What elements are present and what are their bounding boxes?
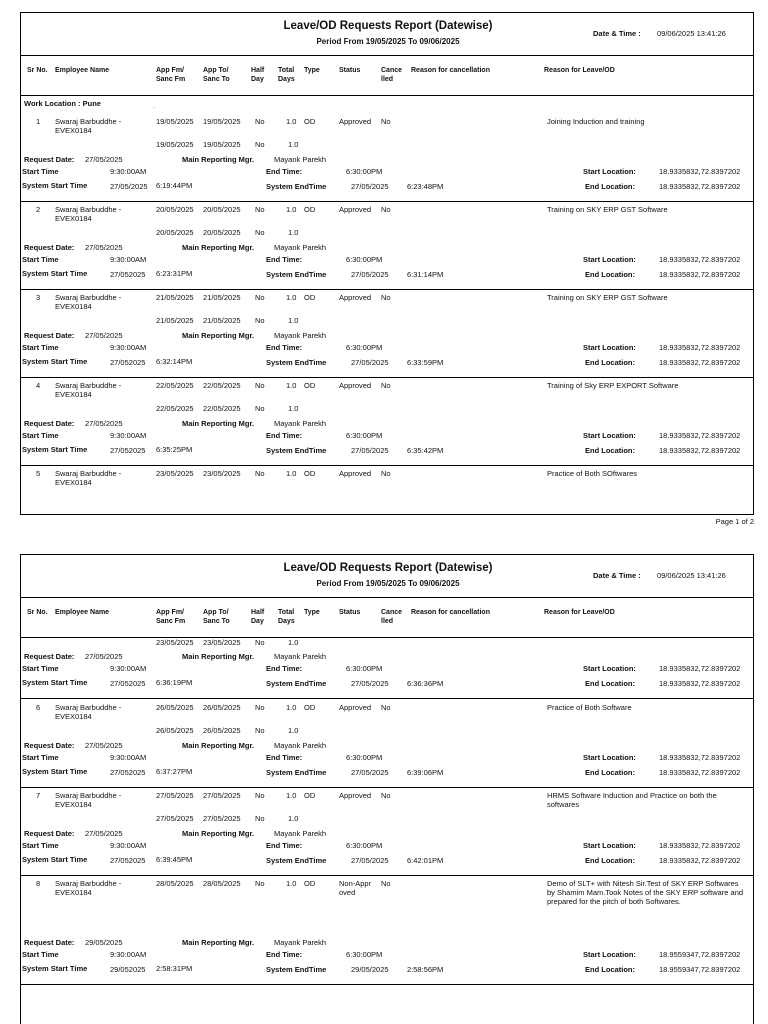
col-sr-no: Sr No. (27, 609, 48, 616)
start-time: 9:30:00AM (110, 950, 147, 959)
employee-name: Swaraj Barbuddhe - EVEX0184 (55, 293, 122, 311)
request-status: Approved (339, 703, 372, 712)
record-sr-no: 5 (36, 469, 41, 478)
col-total-days: Total Days (278, 609, 295, 625)
record-separator (21, 465, 753, 466)
sanc-to-date: 27/05/2025 (203, 814, 241, 823)
record-separator (21, 787, 753, 788)
end-location-label: End Location: (585, 182, 635, 191)
page-number: Page 1 of 2 (715, 517, 754, 526)
col-app-fm: App Fm/ Sanc Fm (156, 67, 186, 83)
system-start-label: System Start Time (22, 445, 88, 454)
record-separator (21, 984, 753, 985)
app-from-date: 22/05/2025 (156, 381, 194, 390)
system-start-label: System Start Time (22, 855, 88, 864)
employee-name: Swaraj Barbuddhe - EVEX0184 (55, 703, 122, 721)
request-status: Approved (339, 293, 372, 302)
request-date: 29/05/2025 (85, 938, 123, 947)
system-start-time: 6:19:44PM (156, 181, 193, 190)
col-total-days: Total Days (278, 67, 295, 83)
system-end-time: 6:33:59PM (407, 358, 444, 367)
request-date-label: Request Date: (24, 155, 75, 164)
total-days: 1.0 (286, 117, 297, 126)
sanc-total-days: 1.0 (288, 228, 299, 237)
start-location: 18.9335832,72.8397202 (659, 255, 741, 264)
system-end-time: 6:23:48PM (407, 182, 444, 191)
employee-name: Swaraj Barbuddhe - EVEX0184 (55, 205, 122, 223)
cancelled-flag: No (381, 703, 391, 712)
sanc-from-date: 19/05/2025 (156, 140, 194, 149)
sanc-to-date: 21/05/2025 (203, 316, 241, 325)
sanc-half-day: No (255, 404, 265, 413)
system-start-time: 6:23:31PM (156, 269, 193, 278)
request-date-label: Request Date: (24, 419, 75, 428)
request-date-label: Request Date: (24, 243, 75, 252)
start-location: 18.9335832,72.8397202 (659, 841, 741, 850)
end-time-label: End Time: (266, 753, 303, 762)
sanc-to-date: 19/05/2025 (203, 140, 241, 149)
datetime-value: 09/06/2025 13:41:26 (657, 29, 726, 38)
half-day: No (255, 205, 265, 214)
start-location: 18.9335832,72.8397202 (659, 167, 741, 176)
end-time-label: End Time: (266, 255, 303, 264)
main-mgr-label: Main Reporting Mgr. (182, 741, 255, 750)
main-mgr: Mayank Parekh (274, 938, 327, 947)
sanc-total-days: 1.0 (288, 814, 299, 823)
leave-type: OD (304, 205, 316, 214)
stray-dot: · (153, 105, 155, 111)
system-start-label: System Start Time (22, 269, 88, 278)
sanc-half-day: No (255, 814, 265, 823)
request-date-label: Request Date: (24, 741, 75, 750)
record-sr-no: 8 (36, 879, 41, 888)
main-mgr-label: Main Reporting Mgr. (182, 155, 255, 164)
end-location-label: End Location: (585, 856, 635, 865)
employee-name: Swaraj Barbuddhe - EVEX0184 (55, 469, 122, 487)
system-end-date: 27/05/2025 (351, 679, 389, 688)
datetime-label: Date & Time : (593, 29, 641, 38)
system-end-date: 27/05/2025 (351, 270, 389, 279)
request-date: 27/05/2025 (85, 741, 123, 750)
cancelled-flag: No (381, 205, 391, 214)
leave-type: OD (304, 703, 316, 712)
system-end-time: 2:58:56PM (407, 965, 444, 974)
request-date-label: Request Date: (24, 652, 75, 661)
cancelled-flag: No (381, 117, 391, 126)
end-location: 18.9335832,72.8397202 (659, 446, 741, 455)
system-end-label: System EndTime (266, 856, 327, 865)
request-date: 27/05/2025 (85, 243, 123, 252)
system-end-label: System EndTime (266, 768, 327, 777)
system-end-date: 27/05/2025 (351, 856, 389, 865)
report-page-2 (20, 554, 754, 1024)
sanc-to-date: 26/05/2025 (203, 726, 241, 735)
main-mgr: Mayank Parekh (274, 243, 327, 252)
start-time: 9:30:00AM (110, 255, 147, 264)
start-location: 18.9335832,72.8397202 (659, 431, 741, 440)
work-location: Work Location : Pune (24, 99, 101, 108)
request-date: 27/05/2025 (85, 419, 123, 428)
main-mgr: Mayank Parekh (274, 652, 327, 661)
system-start-time: 6:37:27PM (156, 767, 193, 776)
sanc-half-day: No (255, 228, 265, 237)
sanc-half-day: No (255, 316, 265, 325)
column-header-row (21, 56, 753, 96)
start-time: 9:30:00AM (110, 753, 147, 762)
end-time: 6:30:00PM (346, 255, 383, 264)
record-sr-no: 1 (36, 117, 41, 126)
end-location-label: End Location: (585, 270, 635, 279)
system-end-label: System EndTime (266, 270, 327, 279)
start-location-label: Start Location: (583, 167, 636, 176)
start-location-label: Start Location: (583, 431, 636, 440)
end-time: 6:30:00PM (346, 950, 383, 959)
start-time: 9:30:00AM (110, 431, 147, 440)
app-to-date: 28/05/2025 (203, 879, 241, 888)
start-location-label: Start Location: (583, 664, 636, 673)
system-end-label: System EndTime (266, 679, 327, 688)
system-end-time: 6:39:06PM (407, 768, 444, 777)
start-location: 18.9559347,72.8397202 (659, 950, 741, 959)
reason-for-leave: Practice of Both SOftwares (547, 469, 638, 478)
col-employee-name: Employee Name (55, 67, 110, 74)
start-location-label: Start Location: (583, 841, 636, 850)
app-from-date: 20/05/2025 (156, 205, 194, 214)
half-day: No (255, 117, 265, 126)
record-separator (21, 698, 753, 699)
col-cancelled: Cance lled (381, 67, 403, 83)
col-status: Status (339, 67, 361, 74)
request-status: Approved (339, 381, 372, 390)
system-start-time: 6:36:19PM (156, 678, 193, 687)
app-to-date: 19/05/2025 (203, 117, 241, 126)
request-date: 27/05/2025 (85, 829, 123, 838)
system-start-date: 27/052025 (110, 270, 146, 279)
start-location: 18.9335832,72.8397202 (659, 753, 741, 762)
half-day: No (255, 879, 265, 888)
start-time-label: Start Time (22, 343, 59, 352)
leave-type: OD (304, 381, 316, 390)
cancelled-flag: No (381, 293, 391, 302)
end-time-label: End Time: (266, 664, 303, 673)
app-to-date: 26/05/2025 (203, 703, 241, 712)
leave-type: OD (304, 879, 316, 888)
request-status: Non-Appr oved (339, 879, 372, 897)
end-time: 6:30:00PM (346, 431, 383, 440)
start-time: 9:30:00AM (110, 167, 147, 176)
request-date-label: Request Date: (24, 331, 75, 340)
system-end-time: 6:35:42PM (407, 446, 444, 455)
start-location: 18.9335832,72.8397202 (659, 343, 741, 352)
total-days: 1.0 (286, 469, 297, 478)
system-start-date: 27/052025 (110, 358, 146, 367)
half-day: No (255, 469, 265, 478)
col-half-day: Half Day (251, 67, 265, 83)
system-start-label: System Start Time (22, 357, 88, 366)
col-status: Status (339, 609, 361, 616)
end-location-label: End Location: (585, 768, 635, 777)
system-start-date: 27/052025 (110, 446, 146, 455)
record-sr-no: 4 (36, 381, 41, 390)
request-date: 27/05/2025 (85, 331, 123, 340)
system-start-date: 27/052025 (110, 856, 146, 865)
sanc-from-date: 20/05/2025 (156, 228, 194, 237)
start-time-label: Start Time (22, 950, 59, 959)
sanc-total-days: 1.0 (288, 404, 299, 413)
end-time-label: End Time: (266, 950, 303, 959)
system-start-label: System Start Time (22, 767, 88, 776)
record-separator (21, 875, 753, 876)
system-start-date: 27/052025 (110, 679, 146, 688)
end-location: 18.9335832,72.8397202 (659, 768, 741, 777)
main-mgr: Mayank Parekh (274, 741, 327, 750)
end-time: 6:30:00PM (346, 664, 383, 673)
cancelled-flag: No (381, 469, 391, 478)
system-start-label: System Start Time (22, 678, 88, 687)
record-separator (21, 377, 753, 378)
end-location: 18.9335832,72.8397202 (659, 182, 741, 191)
main-mgr-label: Main Reporting Mgr. (182, 652, 255, 661)
leave-type: OD (304, 469, 316, 478)
start-location: 18.9335832,72.8397202 (659, 664, 741, 673)
total-days: 1.0 (286, 381, 297, 390)
report-header (21, 13, 753, 56)
start-time: 9:30:00AM (110, 343, 147, 352)
half-day: No (255, 293, 265, 302)
system-end-date: 27/05/2025 (351, 768, 389, 777)
sanc-half-day: No (255, 726, 265, 735)
reason-for-leave: Practice of Both Software (547, 703, 632, 712)
sanc-total-days: 1.0 (288, 140, 299, 149)
half-day: No (255, 381, 265, 390)
col-cancelled: Cance lled (381, 609, 403, 625)
start-time-label: Start Time (22, 841, 59, 850)
reason-for-leave: Training on SKY ERP GST Software (547, 205, 668, 214)
app-from-date: 28/05/2025 (156, 879, 194, 888)
system-start-time: 6:32:14PM (156, 357, 193, 366)
record-sr-no: 3 (36, 293, 41, 302)
report-page-1 (20, 12, 754, 515)
cancelled-flag: No (381, 381, 391, 390)
sanc-from-date: 22/05/2025 (156, 404, 194, 413)
app-to-date: 27/05/2025 (203, 791, 241, 800)
sanc-total-days: 1.0 (288, 638, 299, 647)
record-separator (21, 289, 753, 290)
app-from-date: 19/05/2025 (156, 117, 194, 126)
sanc-to-date: 22/05/2025 (203, 404, 241, 413)
employee-name: Swaraj Barbuddhe - EVEX0184 (55, 879, 122, 897)
request-date-label: Request Date: (24, 829, 75, 838)
main-mgr-label: Main Reporting Mgr. (182, 331, 255, 340)
col-reason-cancellation: Reason for cancellation (411, 609, 490, 616)
request-date: 27/05/2025 (85, 652, 123, 661)
main-mgr: Mayank Parekh (274, 331, 327, 340)
system-end-label: System EndTime (266, 965, 327, 974)
end-location-label: End Location: (585, 446, 635, 455)
reason-for-leave: Training of Sky ERP EXPORT Software (547, 381, 679, 390)
end-location-label: End Location: (585, 679, 635, 688)
system-start-label: System Start Time (22, 964, 88, 973)
end-location-label: End Location: (585, 358, 635, 367)
app-from-date: 27/05/2025 (156, 791, 194, 800)
system-end-time: 6:36:36PM (407, 679, 444, 688)
app-from-date: 23/05/2025 (156, 469, 194, 478)
record-separator (21, 201, 753, 202)
leave-type: OD (304, 293, 316, 302)
col-reason-cancellation: Reason for cancellation (411, 67, 490, 74)
start-time-label: Start Time (22, 753, 59, 762)
col-type: Type (304, 67, 320, 74)
end-time-label: End Time: (266, 343, 303, 352)
total-days: 1.0 (286, 703, 297, 712)
leave-type: OD (304, 791, 316, 800)
system-start-time: 6:35:25PM (156, 445, 193, 454)
half-day: No (255, 703, 265, 712)
total-days: 1.0 (286, 293, 297, 302)
system-start-date: 27/05/2025 (110, 182, 148, 191)
sanc-half-day: No (255, 140, 265, 149)
column-header-row (21, 598, 753, 638)
system-end-date: 27/05/2025 (351, 358, 389, 367)
end-location: 18.9335832,72.8397202 (659, 270, 741, 279)
employee-name: Swaraj Barbuddhe - EVEX0184 (55, 791, 122, 809)
sanc-from-date: 26/05/2025 (156, 726, 194, 735)
main-mgr: Mayank Parekh (274, 155, 327, 164)
end-time-label: End Time: (266, 841, 303, 850)
main-mgr-label: Main Reporting Mgr. (182, 243, 255, 252)
start-time: 9:30:00AM (110, 841, 147, 850)
start-time-label: Start Time (22, 431, 59, 440)
system-end-label: System EndTime (266, 446, 327, 455)
col-app-to: App To/ Sanc To (203, 609, 230, 625)
start-time: 9:30:00AM (110, 664, 147, 673)
sanc-to-date: 23/05/2025 (203, 638, 241, 647)
employee-name: Swaraj Barbuddhe - EVEX0184 (55, 117, 122, 135)
report-header (21, 555, 753, 598)
main-mgr-label: Main Reporting Mgr. (182, 938, 255, 947)
system-end-label: System EndTime (266, 182, 327, 191)
start-time-label: Start Time (22, 255, 59, 264)
request-status: Approved (339, 205, 372, 214)
app-to-date: 20/05/2025 (203, 205, 241, 214)
end-time: 6:30:00PM (346, 167, 383, 176)
cancelled-flag: No (381, 879, 391, 888)
app-to-date: 22/05/2025 (203, 381, 241, 390)
system-end-date: 29/05/2025 (351, 965, 389, 974)
start-time-label: Start Time (22, 664, 59, 673)
leave-type: OD (304, 117, 316, 126)
main-mgr-label: Main Reporting Mgr. (182, 419, 255, 428)
half-day: No (255, 791, 265, 800)
main-mgr: Mayank Parekh (274, 419, 327, 428)
cancelled-flag: No (381, 791, 391, 800)
record-sr-no: 7 (36, 791, 41, 800)
reason-for-leave: Training on SKY ERP GST Software (547, 293, 668, 302)
sanc-from-date: 23/05/2025 (156, 638, 194, 647)
col-sr-no: Sr No. (27, 67, 48, 74)
request-date-label: Request Date: (24, 938, 75, 947)
reason-for-leave: Joining Induction and training (547, 117, 645, 126)
sanc-total-days: 1.0 (288, 316, 299, 325)
col-employee-name: Employee Name (55, 609, 110, 616)
report-period: Period From 19/05/2025 To 09/06/2025 (316, 37, 460, 46)
system-end-time: 6:31:14PM (407, 270, 444, 279)
end-time: 6:30:00PM (346, 841, 383, 850)
app-from-date: 26/05/2025 (156, 703, 194, 712)
system-start-time: 2:58:31PM (156, 964, 193, 973)
system-start-time: 6:39:45PM (156, 855, 193, 864)
system-start-date: 29/052025 (110, 965, 146, 974)
system-end-date: 27/05/2025 (351, 182, 389, 191)
app-to-date: 23/05/2025 (203, 469, 241, 478)
sanc-from-date: 21/05/2025 (156, 316, 194, 325)
sanc-total-days: 1.0 (288, 726, 299, 735)
sanc-from-date: 27/05/2025 (156, 814, 194, 823)
request-status: Approved (339, 791, 372, 800)
total-days: 1.0 (286, 879, 297, 888)
employee-name: Swaraj Barbuddhe - EVEX0184 (55, 381, 122, 399)
col-reason-leave: Reason for Leave/OD (544, 67, 615, 74)
main-mgr-label: Main Reporting Mgr. (182, 829, 255, 838)
report-title: Leave/OD Requests Report (Datewise) (283, 20, 493, 32)
reason-for-leave: HRMS Software Induction and Practice on both the softwares (547, 791, 717, 809)
total-days: 1.0 (286, 205, 297, 214)
reason-for-leave: Demo of SLT+ with Nitesh Sir.Test of SKY ERP Softwares by Shamim Mam.Took Notes of the SKY ERP software and prepared for the pitch of both Softwares. (547, 879, 744, 906)
start-location-label: Start Location: (583, 343, 636, 352)
end-time-label: End Time: (266, 431, 303, 440)
end-location: 18.9559347,72.8397202 (659, 965, 741, 974)
datetime-value: 09/06/2025 13:41:26 (657, 571, 726, 580)
system-start-label: System Start Time (22, 181, 88, 190)
system-start-date: 27/052025 (110, 768, 146, 777)
col-app-to: App To/ Sanc To (203, 67, 230, 83)
system-end-time: 6:42:01PM (407, 856, 444, 865)
start-time-label: Start Time (22, 167, 59, 176)
col-type: Type (304, 609, 320, 616)
start-location-label: Start Location: (583, 255, 636, 264)
total-days: 1.0 (286, 791, 297, 800)
end-time: 6:30:00PM (346, 753, 383, 762)
end-location: 18.9335832,72.8397202 (659, 679, 741, 688)
app-from-date: 21/05/2025 (156, 293, 194, 302)
col-reason-leave: Reason for Leave/OD (544, 609, 615, 616)
record-sr-no: 2 (36, 205, 41, 214)
end-location-label: End Location: (585, 965, 635, 974)
request-date: 27/05/2025 (85, 155, 123, 164)
request-status: Approved (339, 469, 372, 478)
end-location: 18.9335832,72.8397202 (659, 358, 741, 367)
request-status: Approved (339, 117, 372, 126)
start-location-label: Start Location: (583, 950, 636, 959)
end-time-label: End Time: (266, 167, 303, 176)
datetime-label: Date & Time : (593, 571, 641, 580)
end-location: 18.9335832,72.8397202 (659, 856, 741, 865)
sanc-to-date: 20/05/2025 (203, 228, 241, 237)
app-to-date: 21/05/2025 (203, 293, 241, 302)
system-end-label: System EndTime (266, 358, 327, 367)
end-time: 6:30:00PM (346, 343, 383, 352)
record-sr-no: 6 (36, 703, 41, 712)
system-end-date: 27/05/2025 (351, 446, 389, 455)
col-half-day: Half Day (251, 609, 265, 625)
start-location-label: Start Location: (583, 753, 636, 762)
sanc-half-day: No (255, 638, 265, 647)
report-title: Leave/OD Requests Report (Datewise) (283, 562, 493, 574)
report-period: Period From 19/05/2025 To 09/06/2025 (316, 579, 460, 588)
col-app-fm: App Fm/ Sanc Fm (156, 609, 186, 625)
main-mgr: Mayank Parekh (274, 829, 327, 838)
